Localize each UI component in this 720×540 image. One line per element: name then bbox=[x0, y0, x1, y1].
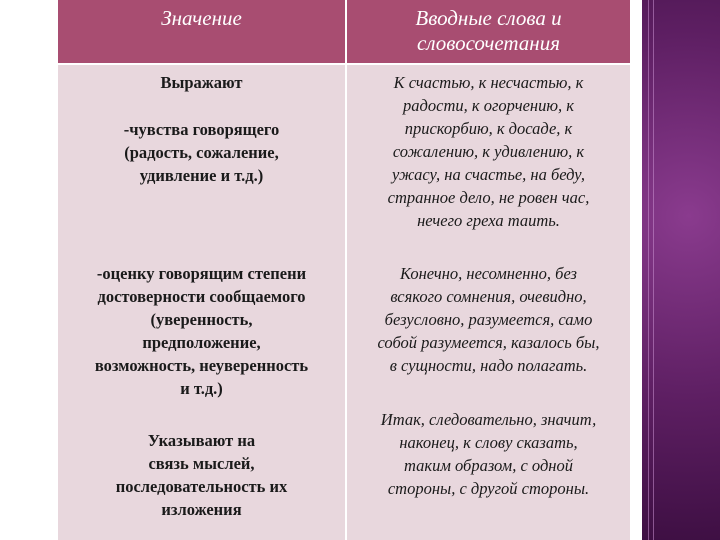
meaning-feelings: -чувства говорящего (радость, сожаление, удивление и т.д.) bbox=[123, 120, 280, 185]
header-phrases-label: Вводные слова и словосочетания bbox=[415, 6, 562, 55]
phrases-assessment: Конечно, несомненно, без всякого сомнения, очевидно, безусловно, разумеется, само собой разумеется, казалось бы, в сущности, надо полагать. bbox=[377, 264, 600, 375]
panel-line bbox=[653, 0, 654, 540]
meaning-connection: Указывают на связь мыслей, последовательность их изложения bbox=[115, 431, 288, 519]
panel-line bbox=[648, 0, 649, 540]
phrases-connection: Итак, следовательно, значит, наконец, к слову сказать, таким образом, с одной стороны, с другой стороны. bbox=[380, 410, 597, 498]
meaning-assessment: -оценку говорящим степени достоверности сообщаемого (уверенность, предположение, возможность, неуверенность и т.д.) bbox=[94, 264, 309, 398]
table-header bbox=[58, 0, 630, 65]
table bbox=[58, 0, 630, 540]
header-meaning bbox=[58, 0, 345, 63]
header-meaning-label: Значение bbox=[161, 6, 242, 30]
decorative-side-panel bbox=[642, 0, 720, 540]
express-label: Выражают bbox=[160, 73, 243, 92]
left-margin bbox=[0, 0, 58, 540]
header-phrases bbox=[347, 0, 630, 63]
phrases-feelings: К счастью, к несчастью, к радости, к огорчению, к прискорбию, к досаде, к сожалению, к удивлению, к ужасу, на счастье, на беду, странное дело, не ровен час, нечего греха таить. bbox=[387, 73, 590, 230]
